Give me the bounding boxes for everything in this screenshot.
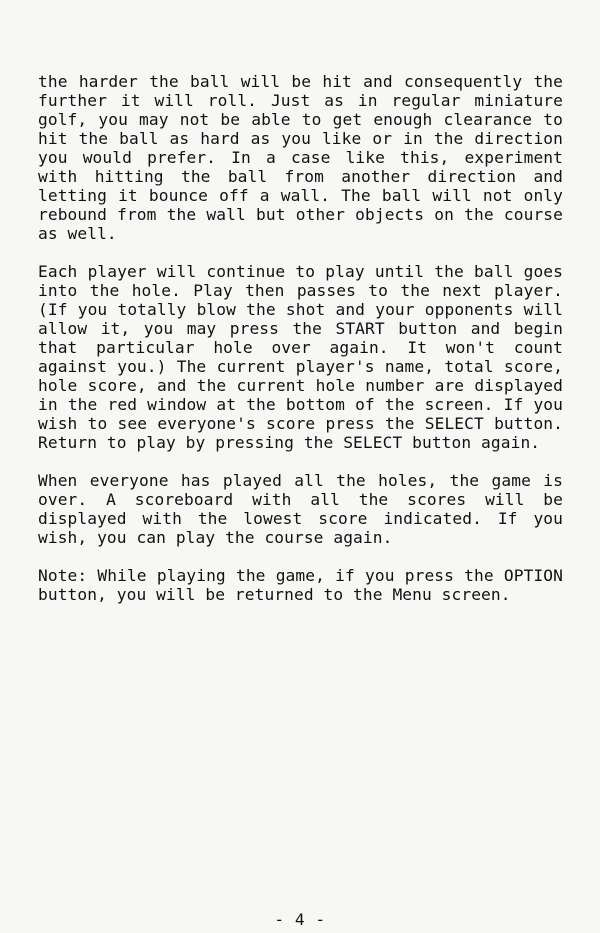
paragraph-player-turns: Each player will continue to play until the ball goes into the hole. Play then passes to the next player. (If you totally blow the shot and your opponents will allow it, you may press the START button and begin that particular hole over again. It won't count against you.) The current player's name, total score, hole score, and the current hole number are displayed in the red window at the bottom of the screen. If you wish to see everyone's score press the SELECT button. Return to play by pressing the SELECT button again. bbox=[38, 262, 563, 452]
document-body bbox=[38, 72, 563, 604]
paragraph-game-end: When everyone has played all the holes, the game is over. A scoreboard with all the scores will be displayed with the lowest score indicated. If you wish, you can play the course again. bbox=[38, 471, 563, 547]
page-number: - 4 - bbox=[274, 910, 326, 929]
paragraph-ball-power: the harder the ball will be hit and consequently the further it will roll. Just as in regular miniature golf, you may not be able to get enough clearance to hit the ball as hard as you like or in the direction you would prefer. In a case like this, experiment with hitting the ball from another direction and letting it bounce off a wall. The ball will not only rebound from the wall but other objects on the course as well. bbox=[38, 72, 563, 243]
paragraph-option-note: Note: While playing the game, if you press the OPTION button, you will be returned to the Menu screen. bbox=[38, 566, 563, 604]
